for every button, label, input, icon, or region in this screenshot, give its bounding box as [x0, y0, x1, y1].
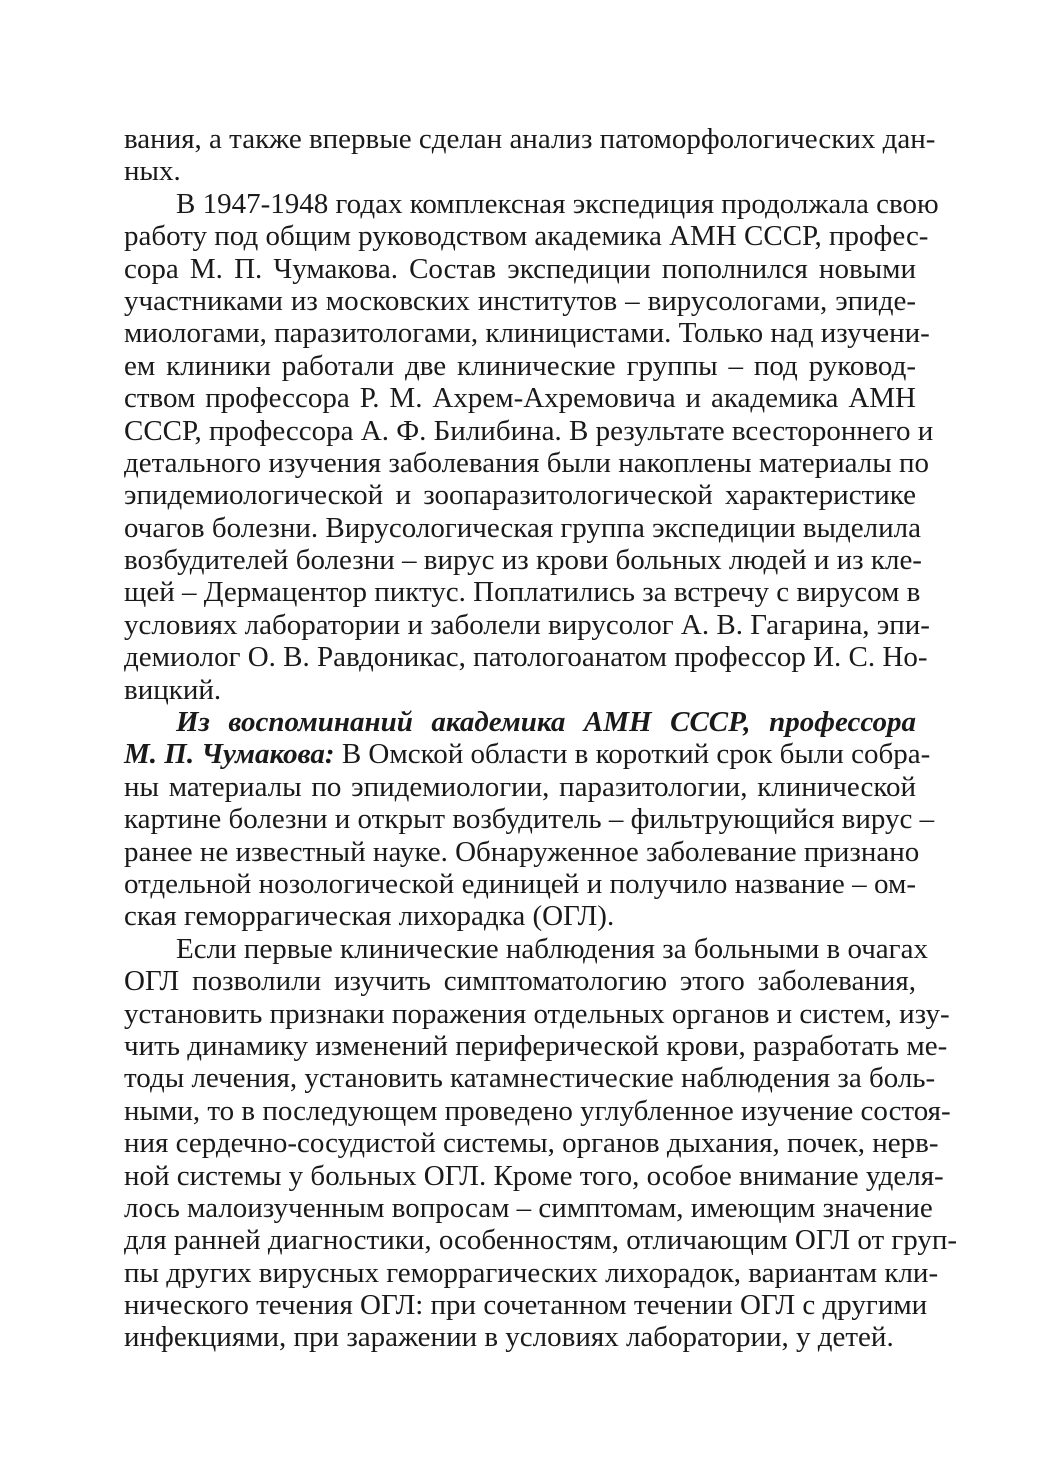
- emphasis-text: М. П. Чумакова:: [124, 738, 335, 771]
- text-segment: Если первые клинические наблюдения за больными в очагах: [176, 932, 928, 965]
- text-segment: чить динамику изменений периферической крови, разработать ме-: [124, 1029, 948, 1062]
- text-segment: сора М. П. Чумакова. Состав экспедиции пополнился новыми: [124, 252, 916, 285]
- text-line: [124, 1224, 958, 1257]
- text-line: [124, 1094, 951, 1127]
- text-segment: ством профессора Р. М. Ахрем-Ахремовича и академика АМН: [124, 382, 916, 415]
- text-line: [124, 997, 950, 1030]
- text-segment: отдельной нозологической единицей и получило название – ом-: [124, 867, 916, 900]
- text-line: [124, 253, 916, 285]
- text-line: [124, 155, 916, 187]
- text-segment: вицкий.: [124, 673, 222, 706]
- text-segment: щей – Дермацентор пиктус. Поплатились за встречу с вирусом в: [124, 576, 921, 609]
- text-line: [124, 1289, 928, 1322]
- text-segment: тоды лечения, установить катамнестические наблюдения за боль-: [124, 1062, 936, 1095]
- text-segment: миологами, паразитологами, клиницистами. Только над изучени-: [124, 317, 930, 350]
- text-segment: условиях лаборатории и заболели вирусолог А. В. Гагарина, эпи-: [124, 608, 930, 641]
- text-segment: демиолог О. В. Равдоникас, патологоанатом профессор И. С. Но-: [124, 641, 928, 674]
- text-segment: ны материалы по эпидемиологии, паразитологии, клинической: [124, 770, 916, 803]
- text-line: [124, 1321, 916, 1353]
- text-segment: вания, а также впервые сделан анализ патоморфологических дан-: [124, 123, 936, 155]
- text-line: [124, 1127, 939, 1160]
- text-line: [124, 641, 928, 674]
- text-line: [124, 317, 930, 350]
- text-line: [124, 187, 939, 220]
- text-segment: ной системы у больных ОГЛ. Кроме того, особое внимание уделя-: [124, 1159, 944, 1192]
- text-segment: участниками из московских институтов – вирусологами, эпиде-: [124, 284, 916, 317]
- text-segment: лось малоизученным вопросам – симптомам, имеющим значение: [124, 1191, 933, 1224]
- text-line: [124, 1191, 933, 1224]
- text-line: [124, 576, 921, 609]
- text-segment: возбудителей болезни – вирус из крови больных людей и из кле-: [124, 544, 922, 577]
- body-text: [124, 123, 958, 1354]
- emphasis-text: Из воспоминаний академика АМН СССР, профессора: [176, 706, 916, 739]
- text-segment: эпидемиологической и зоопаразитологической характеристике: [124, 479, 916, 512]
- text-segment: ем клиники работали две клинические группы – под руковод-: [124, 349, 916, 382]
- text-segment: инфекциями, при заражении в условиях лаборатории, у детей.: [124, 1321, 894, 1354]
- text-segment: нического течения ОГЛ: при сочетанном течении ОГЛ с другими: [124, 1289, 928, 1322]
- text-segment: ными, то в последующем проведено углубленное изучение состоя-: [124, 1094, 951, 1127]
- text-line: [124, 1062, 936, 1095]
- text-line: [124, 1029, 948, 1062]
- text-line: [124, 511, 921, 544]
- text-segment: СССР, профессора А. Ф. Билибина. В результате всестороннего и: [124, 414, 934, 447]
- text-line: [124, 220, 929, 253]
- paragraph: [124, 187, 939, 706]
- text-line: [124, 1256, 939, 1289]
- text-segment: пы других вирусных геморрагических лихорадок, вариантам кли-: [124, 1256, 939, 1289]
- text-line: [124, 479, 916, 511]
- text-segment: ранее не известный науке. Обнаруженное заболевание признано: [124, 835, 920, 868]
- text-segment: очагов болезни. Вирусологическая группа экспедиции выделила: [124, 511, 921, 544]
- text-line: [124, 932, 928, 965]
- text-segment: установить признаки поражения отдельных органов и систем, изу-: [124, 997, 950, 1030]
- text-line: [124, 285, 916, 317]
- text-line: [124, 771, 916, 803]
- text-line: [124, 446, 930, 479]
- paragraph: [124, 123, 936, 188]
- text-segment: ния сердечно-сосудистой системы, органов дыхания, почек, нерв-: [124, 1127, 939, 1160]
- text-segment: В 1947-1948 годах комплексная экспедиция продолжала свою: [176, 187, 939, 220]
- text-line: [124, 900, 916, 932]
- text-line: [124, 1159, 944, 1192]
- text-segment: ных.: [124, 155, 181, 188]
- text-segment: ОГЛ позволили изучить симптоматологию этого заболевания,: [124, 965, 916, 998]
- text-segment: ская геморрагическая лихорадка (ОГЛ).: [124, 900, 615, 933]
- text-line: [124, 544, 922, 577]
- text-line: [124, 674, 916, 706]
- text-line: [124, 965, 916, 997]
- text-line: [124, 382, 916, 414]
- text-line: [124, 350, 916, 382]
- text-line: [124, 123, 936, 155]
- text-line: [124, 414, 934, 447]
- text-line: [124, 868, 916, 900]
- text-segment: работу под общим руководством академика АМН СССР, профес-: [124, 220, 929, 253]
- text-segment: картине болезни и открыт возбудитель – фильтрующийся вирус –: [124, 803, 935, 836]
- text-line: [124, 706, 916, 738]
- text-line: [124, 835, 920, 868]
- text-segment: детального изучения заболевания были накоплены материалы по: [124, 446, 930, 479]
- paragraph: [124, 932, 958, 1354]
- text-segment: для ранней диагностики, особенностям, отличающим ОГЛ от груп-: [124, 1224, 958, 1257]
- text-segment: В Омской области в короткий срок были собра-: [334, 738, 931, 771]
- text-line: [124, 803, 935, 836]
- text-line: [124, 608, 930, 641]
- text-line: [124, 738, 931, 771]
- paragraph: [124, 706, 935, 933]
